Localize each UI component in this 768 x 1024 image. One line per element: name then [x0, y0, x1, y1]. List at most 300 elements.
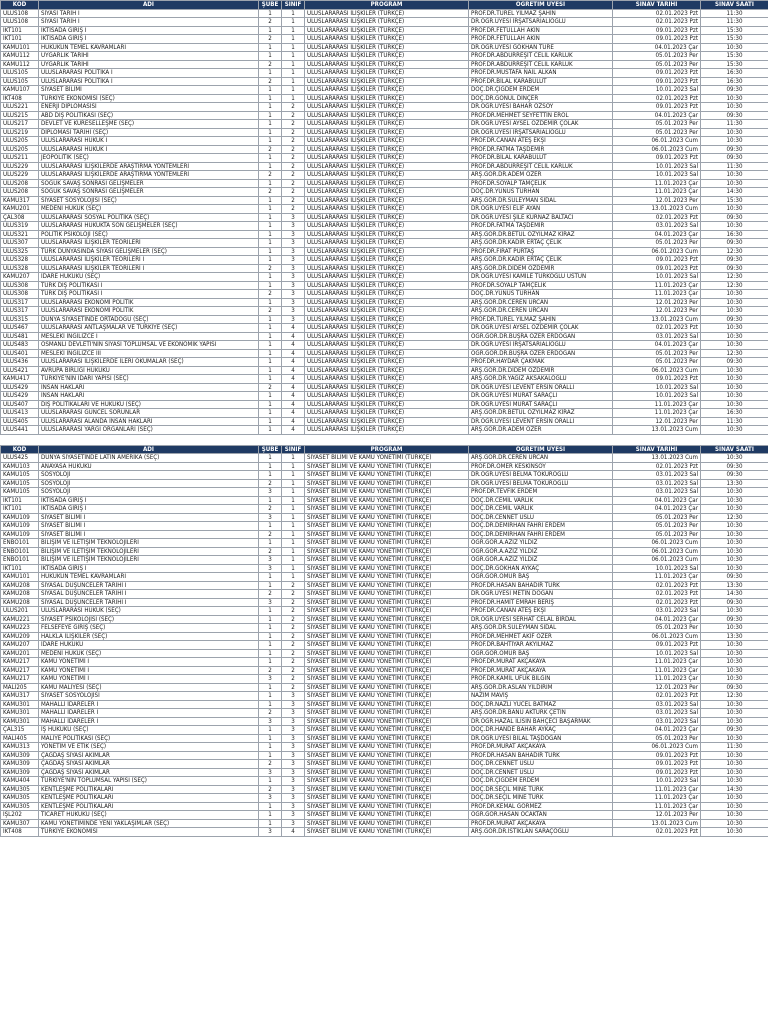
table-row: [1, 26, 768, 35]
cell-instructor: DOÇ.DR.GÖNÜL DİNÇER: [469, 94, 613, 103]
cell-section: 1: [259, 539, 282, 548]
header-course-name: ADI: [39, 1, 259, 10]
cell-grade: 3: [282, 743, 305, 752]
cell-course-code: ULUS429: [1, 383, 39, 392]
cell-instructor: DR.ÖĞR.ÜYESİ METİN DOĞAN: [469, 590, 613, 599]
cell-instructor: PROF.DR.SOYALP TAMÇELİK: [469, 179, 613, 188]
cell-course-code: ULUS425: [1, 454, 39, 463]
cell-exam-time: 10:30: [701, 383, 768, 392]
cell-grade: 1: [282, 513, 305, 522]
cell-exam-date: 03.01.2023 Sal: [613, 709, 701, 718]
cell-section: 1: [259, 111, 282, 120]
cell-course-code: ULUS407: [1, 400, 39, 409]
cell-course-code: KAMU112: [1, 60, 39, 69]
cell-exam-time: 12:30: [701, 513, 768, 522]
table-row: [1, 700, 768, 709]
cell-instructor: PROF.DR.KEMAL GÖRMEZ: [469, 802, 613, 811]
cell-instructor: DR.ÖĞR.ÜYESİ MURAT SARAÇLI: [469, 392, 613, 401]
cell-section: 1: [259, 462, 282, 471]
cell-exam-time: 09:30: [701, 598, 768, 607]
cell-program: ULUSLARARASI İLİŞKİLER (TÜRKÇE): [305, 383, 469, 392]
cell-program: ULUSLARARASI İLİŞKİLER (TÜRKÇE): [305, 188, 469, 197]
cell-program: ULUSLARARASI İLİŞKİLER (TÜRKÇE): [305, 315, 469, 324]
table-row: [1, 734, 768, 743]
cell-exam-time: 14:30: [701, 188, 768, 197]
cell-grade: 4: [282, 426, 305, 435]
cell-instructor: ÖĞR.GÖR.ÖMÜR BAŞ: [469, 573, 613, 582]
table-row: [1, 230, 768, 239]
header-course-code: KOD: [1, 445, 39, 454]
cell-course-name: HUKUKUN TEMEL KAVRAMLARI: [39, 43, 259, 52]
cell-exam-time: 10:30: [701, 496, 768, 505]
cell-exam-date: 04.01.2023 Çar: [613, 341, 701, 350]
cell-instructor: ARŞ.GÖR.DR.BANU AKTURK ÇETİN: [469, 709, 613, 718]
cell-exam-time: 14:30: [701, 590, 768, 599]
cell-grade: 3: [282, 273, 305, 282]
cell-exam-date: 04.01.2023 Çar: [613, 615, 701, 624]
cell-instructor: DOÇ.DR.GÖKHAN AYKAÇ: [469, 564, 613, 573]
table-row: [1, 205, 768, 214]
cell-instructor: PROF.DR.FATMA TAŞDEMİR: [469, 222, 613, 231]
cell-course-name: KAMU YÖNETİMİ I: [39, 675, 259, 684]
cell-section: 2: [259, 77, 282, 86]
cell-section: 1: [259, 581, 282, 590]
cell-exam-date: 09.01.2023 Pzt: [613, 154, 701, 163]
cell-program: SİYASET BİLİMİ VE KAMU YÖNETİMİ (TÜRKÇE): [305, 828, 469, 837]
header-section: ŞUBE: [259, 445, 282, 454]
cell-program: ULUSLARARASI İLİŞKİLER (TÜRKÇE): [305, 111, 469, 120]
cell-course-name: MALİYE POLİTİKASI (SEÇ): [39, 734, 259, 743]
cell-course-code: KAMU101: [1, 573, 39, 582]
cell-instructor: PROF.DR.MUSTAFA NAİL ALKAN: [469, 69, 613, 78]
cell-exam-date: 10.01.2023 Sal: [613, 777, 701, 786]
cell-exam-date: 10.01.2023 Sal: [613, 649, 701, 658]
cell-course-name: TÜRK DIŞ POLİTİKASI I: [39, 290, 259, 299]
cell-program: ULUSLARARASI İLİŞKİLER (TÜRKÇE): [305, 358, 469, 367]
cell-grade: 4: [282, 383, 305, 392]
cell-exam-time: 10:30: [701, 366, 768, 375]
cell-program: SİYASET BİLİMİ VE KAMU YÖNETİMİ (TÜRKÇE): [305, 794, 469, 803]
cell-grade: 3: [282, 239, 305, 248]
cell-grade: 3: [282, 315, 305, 324]
cell-section: 1: [259, 522, 282, 531]
cell-course-code: MALİ205: [1, 683, 39, 692]
cell-section: 1: [259, 409, 282, 418]
cell-section: 1: [259, 400, 282, 409]
table-row: [1, 43, 768, 52]
cell-exam-time: 09:30: [701, 471, 768, 480]
table-row: [1, 375, 768, 384]
table-row: [1, 777, 768, 786]
cell-exam-time: 10:30: [701, 802, 768, 811]
cell-grade: 1: [282, 69, 305, 78]
cell-exam-time: 10:30: [701, 530, 768, 539]
table-header-row: [1, 1, 768, 10]
cell-exam-date: 05.01.2023 Per: [613, 349, 701, 358]
cell-exam-date: 05.01.2023 Per: [613, 52, 701, 61]
cell-exam-date: 09.01.2023 Pzt: [613, 375, 701, 384]
cell-exam-date: 09.01.2023 Pzt: [613, 264, 701, 273]
cell-grade: 1: [282, 564, 305, 573]
cell-instructor: PROF.DR.ABDURREŞİT CELİL KARLUK: [469, 52, 613, 61]
cell-instructor: DR.ÖĞR.ÜYESİ BELMA TOKUROĞLU: [469, 471, 613, 480]
cell-program: ULUSLARARASI İLİŞKİLER (TÜRKÇE): [305, 247, 469, 256]
table-row: [1, 496, 768, 505]
cell-instructor: DOÇ.DR.DEMİRHAN FAHRİ ERDEM: [469, 530, 613, 539]
cell-section: 1: [259, 392, 282, 401]
cell-grade: 1: [282, 454, 305, 463]
cell-instructor: DOÇ.DR.YUNUS TURHAN: [469, 290, 613, 299]
table-row: [1, 811, 768, 820]
cell-program: SİYASET BİLİMİ VE KAMU YÖNETİMİ (TÜRKÇE): [305, 700, 469, 709]
cell-instructor: DOÇ.DR.CENNET USLU: [469, 768, 613, 777]
cell-exam-time: 09:30: [701, 358, 768, 367]
cell-course-name: MEDENİ HUKUK (SEÇ): [39, 205, 259, 214]
cell-exam-time: 12:30: [701, 349, 768, 358]
cell-exam-time: 10:30: [701, 819, 768, 828]
cell-program: SİYASET BİLİMİ VE KAMU YÖNETİMİ (TÜRKÇE): [305, 819, 469, 828]
cell-exam-date: 06.01.2023 Cum: [613, 145, 701, 154]
cell-exam-date: 02.01.2023 Pzt: [613, 598, 701, 607]
cell-section: 1: [259, 417, 282, 426]
cell-course-name: İKTİSADA GİRİŞ I: [39, 35, 259, 44]
cell-exam-date: 05.01.2023 Per: [613, 624, 701, 633]
cell-grade: 3: [282, 734, 305, 743]
table-row: [1, 564, 768, 573]
cell-section: 1: [259, 128, 282, 137]
table-row: [1, 479, 768, 488]
cell-program: SİYASET BİLİMİ VE KAMU YÖNETİMİ (TÜRKÇE): [305, 675, 469, 684]
cell-exam-date: 12.01.2023 Per: [613, 298, 701, 307]
cell-exam-time: 10:30: [701, 43, 768, 52]
cell-section: 1: [259, 375, 282, 384]
cell-course-name: ULUSLARARASI GÜNCEL SORUNLAR: [39, 409, 259, 418]
cell-program: SİYASET BİLİMİ VE KAMU YÖNETİMİ (TÜRKÇE): [305, 607, 469, 616]
cell-program: ULUSLARARASI İLİŞKİLER (TÜRKÇE): [305, 137, 469, 146]
cell-instructor: PROF.DR.BİLAL KARABULUT: [469, 154, 613, 163]
cell-instructor: DOÇ.DR.YUNUS TURHAN: [469, 188, 613, 197]
cell-course-name: ULUSLARARASI İLİŞKİLER TEORİLERİ I: [39, 264, 259, 273]
cell-exam-date: 03.01.2023 Sal: [613, 479, 701, 488]
cell-section: 1: [259, 819, 282, 828]
cell-instructor: DR.ÖĞR.ÜYESİ KAMİLE TÜRKOĞLU ÜSTÜN: [469, 273, 613, 282]
cell-course-code: KAMU201: [1, 649, 39, 658]
cell-program: ULUSLARARASI İLİŞKİLER (TÜRKÇE): [305, 298, 469, 307]
cell-course-code: ULUS467: [1, 324, 39, 333]
table-row: [1, 60, 768, 69]
cell-program: ULUSLARARASI İLİŞKİLER (TÜRKÇE): [305, 120, 469, 129]
cell-exam-time: 10:30: [701, 332, 768, 341]
cell-instructor: PROF.DR.MEHMET AKİF ÖZER: [469, 632, 613, 641]
cell-section: 1: [259, 315, 282, 324]
cell-grade: 4: [282, 341, 305, 350]
cell-course-name: İNSAN HAKLARI: [39, 383, 259, 392]
cell-section: 1: [259, 247, 282, 256]
table-row: [1, 522, 768, 531]
cell-program: SİYASET BİLİMİ VE KAMU YÖNETİMİ (TÜRKÇE): [305, 624, 469, 633]
cell-grade: 3: [282, 281, 305, 290]
cell-section: 2: [259, 18, 282, 27]
cell-course-name: ÇAĞDAŞ SİYASİ AKIMLAR: [39, 768, 259, 777]
cell-grade: 2: [282, 607, 305, 616]
cell-instructor: PROF.DR.BAHTİYAR AKYILMAZ: [469, 641, 613, 650]
cell-course-code: İKT408: [1, 828, 39, 837]
cell-course-code: KAMU309: [1, 760, 39, 769]
cell-exam-time: 12:30: [701, 281, 768, 290]
cell-course-code: KAMU107: [1, 86, 39, 95]
table-row: [1, 556, 768, 565]
cell-exam-time: 10:30: [701, 298, 768, 307]
cell-section: 1: [259, 239, 282, 248]
cell-grade: 1: [282, 18, 305, 27]
cell-program: ULUSLARARASI İLİŞKİLER (TÜRKÇE): [305, 349, 469, 358]
cell-instructor: DR.ÖĞR.ÜYESİ İRŞATSARIALİOĞLU: [469, 18, 613, 27]
cell-exam-date: 03.01.2023 Sal: [613, 717, 701, 726]
cell-program: ULUSLARARASI İLİŞKİLER (TÜRKÇE): [305, 103, 469, 112]
cell-exam-time: 10:30: [701, 675, 768, 684]
cell-program: SİYASET BİLİMİ VE KAMU YÖNETİMİ (TÜRKÇE): [305, 488, 469, 497]
cell-course-name: SİYASAL DÜŞÜNCELER TARİHİ I: [39, 598, 259, 607]
cell-section: 1: [259, 692, 282, 701]
cell-exam-time: 15:30: [701, 52, 768, 61]
table-row: [1, 392, 768, 401]
table-row: [1, 417, 768, 426]
table-row: [1, 213, 768, 222]
cell-section: 1: [259, 683, 282, 692]
cell-course-name: SİYASAL DÜŞÜNCELER TARİHİ I: [39, 581, 259, 590]
cell-course-name: KENTLEŞME POLİTİKALARI: [39, 785, 259, 794]
table-row: [1, 128, 768, 137]
cell-course-name: İKTİSADA GİRİŞ I: [39, 564, 259, 573]
cell-program: ULUSLARARASI İLİŞKİLER (TÜRKÇE): [305, 392, 469, 401]
cell-instructor: DOÇ.DR.ÇİĞDEM ERDEM: [469, 86, 613, 95]
cell-instructor: PROF.DR.ABDURREŞİT CELİL KARLUK: [469, 60, 613, 69]
table-row: [1, 9, 768, 18]
cell-program: SİYASET BİLİMİ VE KAMU YÖNETİMİ (TÜRKÇE): [305, 768, 469, 777]
cell-course-code: KAMU105: [1, 471, 39, 480]
cell-exam-time: 10:30: [701, 522, 768, 531]
cell-exam-time: 10:30: [701, 505, 768, 514]
cell-exam-time: 10:30: [701, 658, 768, 667]
cell-exam-date: 05.01.2023 Per: [613, 239, 701, 248]
table-row: [1, 581, 768, 590]
cell-course-code: ULUS215: [1, 111, 39, 120]
cell-course-code: KAMU217: [1, 666, 39, 675]
cell-course-code: KAMU305: [1, 802, 39, 811]
cell-program: SİYASET BİLİMİ VE KAMU YÖNETİMİ (TÜRKÇE): [305, 692, 469, 701]
cell-instructor: PROF.DR.TÜREL YILMAZ ŞAHİN: [469, 9, 613, 18]
cell-program: ULUSLARARASI İLİŞKİLER (TÜRKÇE): [305, 162, 469, 171]
table-row: [1, 539, 768, 548]
cell-course-code: KAMU404: [1, 777, 39, 786]
cell-exam-date: 09.01.2023 Pzt: [613, 256, 701, 265]
cell-exam-time: 10:30: [701, 205, 768, 214]
cell-course-name: ULUSLARARASI SOSYAL POLİTİKA (SEÇ): [39, 213, 259, 222]
cell-exam-date: 11.01.2023 Çar: [613, 658, 701, 667]
cell-exam-time: 11:30: [701, 18, 768, 27]
table-header-row: [1, 445, 768, 454]
cell-instructor: DR.ÖĞR.ÜYESİ SERHAT CELAL BİRDAL: [469, 615, 613, 624]
cell-exam-date: 03.01.2023 Sal: [613, 488, 701, 497]
cell-section: 2: [259, 60, 282, 69]
cell-course-code: ULUS308: [1, 281, 39, 290]
table-row: [1, 324, 768, 333]
cell-exam-date: 10.01.2023 Sal: [613, 383, 701, 392]
header-instructor: ÖĞRETİM ÜYESİ: [469, 445, 613, 454]
cell-instructor: ARŞ.GÖR.DR.ADEM ÖZER: [469, 171, 613, 180]
cell-grade: 2: [282, 624, 305, 633]
cell-grade: 3: [282, 213, 305, 222]
cell-instructor: PROF.DR.FIRAT PURTAŞ: [469, 247, 613, 256]
cell-exam-time: 09:30: [701, 315, 768, 324]
cell-program: ULUSLARARASI İLİŞKİLER (TÜRKÇE): [305, 290, 469, 299]
cell-program: ULUSLARARASI İLİŞKİLER (TÜRKÇE): [305, 239, 469, 248]
cell-course-name: ANAYASA HUKUKU: [39, 462, 259, 471]
cell-course-code: ULUS229: [1, 162, 39, 171]
cell-course-name: OSMANLI DEVLETİ'NİN SİYASİ TOPLUMSAL VE EKONOMİK YAPISI: [39, 341, 259, 350]
cell-exam-date: 09.01.2023 Pzt: [613, 641, 701, 650]
cell-course-name: HUKUKUN TEMEL KAVRAMLARI: [39, 573, 259, 582]
cell-exam-time: 10:30: [701, 426, 768, 435]
cell-section: 3: [259, 828, 282, 837]
cell-course-code: ÇAL308: [1, 213, 39, 222]
cell-exam-time: 10:30: [701, 392, 768, 401]
cell-instructor: PROF.DR.HASAN BAHADIR TÜRK: [469, 581, 613, 590]
cell-exam-time: 10:30: [701, 717, 768, 726]
cell-course-name: BİLİŞİM VE İLETİŞİM TEKNOLOJİLERİ: [39, 539, 259, 548]
cell-instructor: DR.ÖĞR.ÜYESİ AYSEL ÖZDEMİR ÇOLAK: [469, 324, 613, 333]
table-row: [1, 828, 768, 837]
cell-program: SİYASET BİLİMİ VE KAMU YÖNETİMİ (TÜRKÇE): [305, 658, 469, 667]
cell-instructor: PROF.DR.MURAT AKÇAKAYA: [469, 743, 613, 752]
cell-instructor: DR.ÖĞR.HAZAL ILISIN BAHÇECİ BAŞARMAK: [469, 717, 613, 726]
cell-program: ULUSLARARASI İLİŞKİLER (TÜRKÇE): [305, 426, 469, 435]
table-row: [1, 649, 768, 658]
cell-grade: 1: [282, 9, 305, 18]
table-row: [1, 409, 768, 418]
cell-grade: 1: [282, 86, 305, 95]
cell-grade: 3: [282, 290, 305, 299]
cell-section: 1: [259, 213, 282, 222]
cell-grade: 3: [282, 247, 305, 256]
cell-section: 1: [259, 471, 282, 480]
table-row: [1, 709, 768, 718]
cell-grade: 1: [282, 43, 305, 52]
cell-section: 3: [259, 564, 282, 573]
exam-schedule-table-international-relations: [0, 0, 768, 435]
header-grade: SINIF: [282, 445, 305, 454]
table-row: [1, 35, 768, 44]
cell-course-name: YÖNETİM VE ETİK (SEÇ): [39, 743, 259, 752]
cell-section: 2: [259, 171, 282, 180]
table-row: [1, 18, 768, 27]
cell-instructor: PROF.DR.ÖMER KESKİNSOY: [469, 462, 613, 471]
cell-exam-time: 10:30: [701, 547, 768, 556]
cell-section: 2: [259, 547, 282, 556]
cell-grade: 3: [282, 256, 305, 265]
cell-grade: 4: [282, 375, 305, 384]
cell-grade: 2: [282, 205, 305, 214]
cell-exam-time: 09:30: [701, 573, 768, 582]
cell-section: 1: [259, 811, 282, 820]
cell-exam-date: 02.01.2023 Pzt: [613, 590, 701, 599]
cell-section: 1: [259, 426, 282, 435]
cell-course-name: MESLEKİ İNGİLİZCE III: [39, 349, 259, 358]
table-row: [1, 137, 768, 146]
cell-grade: 2: [282, 120, 305, 129]
cell-exam-time: 10:30: [701, 641, 768, 650]
cell-exam-date: 02.01.2023 Pzt: [613, 18, 701, 27]
cell-section: 1: [259, 137, 282, 146]
cell-exam-time: 09:30: [701, 264, 768, 273]
cell-course-code: KAMU217: [1, 675, 39, 684]
cell-section: 1: [259, 649, 282, 658]
cell-program: SİYASET BİLİMİ VE KAMU YÖNETİMİ (TÜRKÇE): [305, 496, 469, 505]
cell-course-name: İNSAN HAKLARI: [39, 392, 259, 401]
cell-course-code: KAMU309: [1, 768, 39, 777]
cell-program: ULUSLARARASI İLİŞKİLER (TÜRKÇE): [305, 77, 469, 86]
cell-exam-date: 13.01.2023 Cum: [613, 426, 701, 435]
cell-exam-date: 04.01.2023 Çar: [613, 726, 701, 735]
cell-exam-date: 02.01.2023 Pzt: [613, 324, 701, 333]
cell-exam-time: 09:30: [701, 683, 768, 692]
cell-exam-date: 03.01.2023 Sal: [613, 700, 701, 709]
cell-program: SİYASET BİLİMİ VE KAMU YÖNETİMİ (TÜRKÇE): [305, 530, 469, 539]
table-row: [1, 547, 768, 556]
cell-grade: 2: [282, 598, 305, 607]
cell-exam-date: 02.01.2023 Pzt: [613, 9, 701, 18]
cell-section: 1: [259, 43, 282, 52]
cell-course-code: KAMU209: [1, 632, 39, 641]
cell-program: SİYASET BİLİMİ VE KAMU YÖNETİMİ (TÜRKÇE): [305, 539, 469, 548]
cell-exam-date: 09.01.2023 Pzt: [613, 760, 701, 769]
header-course-code: KOD: [1, 1, 39, 10]
table-row: [1, 590, 768, 599]
cell-course-name: ULUSLARARASI EKONOMİ POLİTİK: [39, 298, 259, 307]
cell-course-name: SİYASİ TARİH I: [39, 9, 259, 18]
cell-section: 2: [259, 383, 282, 392]
cell-exam-time: 10:30: [701, 777, 768, 786]
table-row: [1, 802, 768, 811]
cell-program: SİYASET BİLİMİ VE KAMU YÖNETİMİ (TÜRKÇE): [305, 760, 469, 769]
cell-instructor: DOÇ.DR.CENNET USLU: [469, 513, 613, 522]
cell-program: ULUSLARARASI İLİŞKİLER (TÜRKÇE): [305, 366, 469, 375]
cell-instructor: ÖĞR.GÖR.A.AZİZ YILDIZ: [469, 547, 613, 556]
cell-grade: 3: [282, 298, 305, 307]
cell-instructor: PROF.DR.FETULLAH AKIN: [469, 26, 613, 35]
table-row: [1, 598, 768, 607]
cell-grade: 3: [282, 264, 305, 273]
cell-exam-date: 13.01.2023 Cum: [613, 205, 701, 214]
cell-instructor: ARŞ.GÖR.DR.ADEM ÖZER: [469, 426, 613, 435]
cell-program: SİYASET BİLİMİ VE KAMU YÖNETİMİ (TÜRKÇE): [305, 726, 469, 735]
cell-instructor: DOÇ.DR.CENNET USLU: [469, 760, 613, 769]
table-row: [1, 69, 768, 78]
cell-section: 1: [259, 632, 282, 641]
table-row: [1, 179, 768, 188]
cell-grade: 2: [282, 675, 305, 684]
cell-exam-time: 10:30: [701, 700, 768, 709]
cell-course-name: ABD DIŞ POLİTİKASI (SEÇ): [39, 111, 259, 120]
cell-course-name: MAHALLİ İDARELER I: [39, 717, 259, 726]
cell-course-code: ULUS321: [1, 230, 39, 239]
cell-exam-date: 09.01.2023 Pzt: [613, 77, 701, 86]
cell-course-name: ULUSLARARASI POLİTİKA I: [39, 69, 259, 78]
cell-grade: 2: [282, 658, 305, 667]
cell-instructor: ARŞ.GÖR.DR.CEREN URCAN: [469, 307, 613, 316]
cell-section: 2: [259, 264, 282, 273]
cell-program: SİYASET BİLİMİ VE KAMU YÖNETİMİ (TÜRKÇE): [305, 666, 469, 675]
